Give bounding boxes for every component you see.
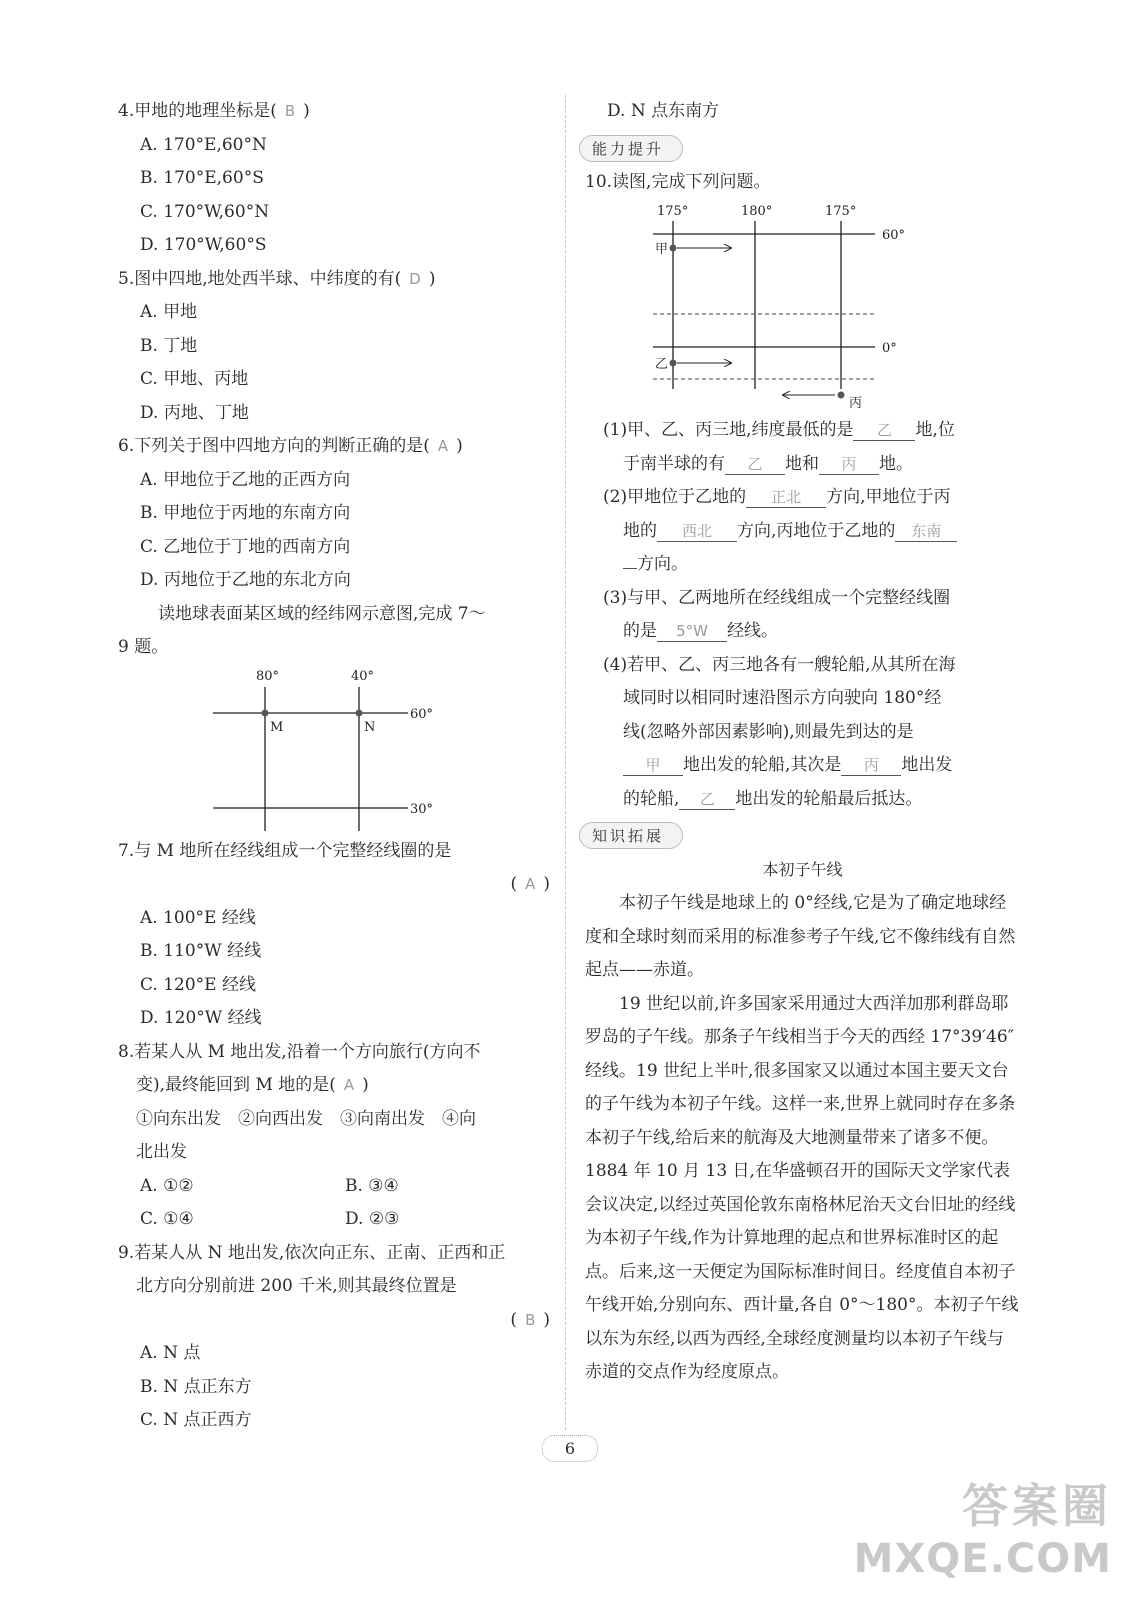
- q7-stem: 7.与 M 地所在经线组成一个完整经线圈的是: [118, 840, 452, 861]
- label-jia: 甲: [655, 242, 669, 257]
- q5-stem: 5.图中四地,地处西半球、中纬度的有( D ): [118, 268, 436, 289]
- label-lon-175-east: 175°: [825, 204, 857, 219]
- q10-4-line-5: 的轮船, 乙 地出发的轮船最后抵达。: [623, 788, 923, 809]
- label-yi: 乙: [655, 357, 669, 372]
- q10-3-blank: 5°W: [657, 621, 727, 642]
- intro-line-1: 读地球表面某区域的经纬网示意图,完成 7～: [158, 603, 486, 624]
- q10-1-line-2: 于南半球的有 乙 地和 丙 地。: [623, 453, 913, 474]
- q10-4-blank-1: 甲: [623, 755, 683, 776]
- q8-choices-1: ①向东出发 ②向西出发 ③向南出发 ④向: [136, 1108, 476, 1129]
- q10-1-line-1: (1)甲、乙、丙三地,纬度最低的是 乙 地,位: [603, 420, 955, 440]
- point-bing: [838, 392, 845, 399]
- q10-4-line-4: 甲 地出发的轮船,其次是 丙 地出发: [585, 749, 1020, 783]
- q9-option-b: B. N 点正东方: [140, 1376, 252, 1397]
- point-yi: [670, 360, 677, 367]
- point-jia: [670, 245, 677, 252]
- q4-stem: 4.甲地的地理坐标是( B ): [118, 101, 310, 121]
- q10-2-blank-3: 东南: [895, 521, 957, 542]
- label-lon-180: 180°: [741, 204, 773, 219]
- q10-4-blank-2: 丙: [841, 755, 901, 776]
- q6-option-a: A. 甲地位于乙地的正西方向: [140, 469, 351, 490]
- right-column: [585, 95, 1020, 1390]
- label-lon-80: 80°: [256, 668, 280, 684]
- q8-stem-2: 变),最终能回到 M 地的是( A ): [136, 1075, 369, 1095]
- q9-option-c: C. N 点正西方: [140, 1410, 252, 1430]
- q7-answer-line: ( A ): [510, 874, 550, 894]
- q4-option-a: A. 170°E,60°N: [140, 134, 267, 155]
- q8-option-b: B. ③④: [345, 1175, 399, 1196]
- q9-option-d: D. N 点东南方: [607, 101, 720, 121]
- q10-1-blank-2: 乙: [725, 454, 785, 475]
- q10-3-line-2: 的是 5°W 经线。: [623, 621, 778, 641]
- q5-answer: D: [409, 269, 421, 288]
- q10-2-blank-3-tail: [623, 568, 637, 569]
- q9-stem-1: 9.若某人从 N 地出发,依次向正东、正南、正西和正: [118, 1242, 506, 1263]
- q5-option-c: C. 甲地、丙地: [140, 369, 249, 389]
- q9-answer: B: [525, 1310, 536, 1329]
- q8-choices-2: 北出发: [136, 1142, 187, 1162]
- q9-answer-line: ( B ): [510, 1309, 550, 1330]
- label-bing: 丙: [849, 396, 863, 411]
- q6-option-c: C. 乙地位于丁地的西南方向: [140, 536, 351, 557]
- q10-1-blank-1: 乙: [853, 420, 915, 441]
- extension-paragraph-2: 19 世纪以前,许多国家采用通过大西洋加那利群岛耶罗岛的子午线。那条子午线相当于今天的西经 17°39′46″经线。19 世纪上半叶,很多国家又以通过本国主要天文台的子午线为本初子午线。这样一来,世界上就同时存在多条本初子午线,给后来的航海及大地测量带来了诸多不便。1884 年 10 月 13 日,在华盛顿召开的国际天文学家代表会议决定,以经过英国伦敦东南格林尼治天文台旧址的经线为本初子午线,作为计算地理的起点和世界标准时区的起点。后来,这一天便定为国际标准时间日。经度值自本初子午线开始,分别向东、西计量,各自 0°～180°。本初子午线以东为东经,以西为西经,全球经度测量均以本初子午线与赤道的交点作为经度原点。: [585, 993, 1019, 1382]
- q6-option-d: D. 丙地位于乙地的东北方向: [140, 570, 351, 590]
- extension-title: 本初子午线: [762, 860, 843, 879]
- graticule-figure-10: [585, 199, 1020, 414]
- q10-4-line-2: 域同时以相同时速沿图示方向驶向 180°经: [623, 688, 942, 708]
- q9-stem-2: 北方向分别前进 200 千米,则其最终位置是: [136, 1276, 457, 1296]
- q8-stem-1: 8.若某人从 M 地出发,沿着一个方向旅行(方向不: [118, 1041, 481, 1062]
- q4-option-b: B. 170°E,60°S: [140, 168, 264, 188]
- graticule-figure-mn: [118, 665, 550, 835]
- watermark-line-2: MXQE.COM: [853, 1536, 1112, 1582]
- q4-answer: B: [284, 102, 296, 120]
- q10-2-blank-1: 正北: [746, 487, 826, 508]
- q5-option-a: A. 甲地: [140, 302, 198, 322]
- page-number: 6: [0, 1435, 1140, 1462]
- q10-4-blank-3: 乙: [679, 789, 735, 810]
- q10-3-line-1: (3)与甲、乙两地所在经线组成一个完整经线圈: [603, 587, 951, 608]
- q8-options-row-2: [118, 1203, 550, 1237]
- q4-option-d: D. 170°W,60°S: [140, 235, 267, 255]
- section-badge-ability: 能力提升: [585, 129, 1020, 166]
- q6-option-b: B. 甲地位于丙地的东南方向: [140, 503, 351, 523]
- q8-answer: A: [343, 1076, 355, 1094]
- label-lon-40: 40°: [351, 668, 375, 684]
- q7-answer: A: [525, 875, 536, 893]
- q8-option-c: C. ①④: [140, 1209, 194, 1229]
- q8-option-d: D. ②③: [345, 1209, 400, 1229]
- label-n: N: [364, 719, 376, 735]
- q4-option-c: C. 170°W,60°N: [140, 201, 270, 222]
- q10-2-line-1: (2)甲地位于乙地的 正北 方向,甲地位于丙: [603, 487, 951, 507]
- point-n: [356, 709, 363, 716]
- q10-1-blank-3: 丙: [819, 454, 879, 475]
- q5-option-b: B. 丁地: [140, 335, 198, 356]
- label-lat-60: 60°: [882, 228, 906, 243]
- q7-option-c: C. 120°E 经线: [140, 974, 256, 995]
- q7-option-b: B. 110°W 经线: [140, 941, 262, 961]
- q10-2-line-2: 地的 西北 方向,丙地位于乙地的 东南: [585, 515, 1020, 549]
- section-badge-extension: 知识拓展: [585, 816, 1020, 853]
- left-column: [118, 95, 550, 1438]
- label-lat-0: 0°: [882, 341, 897, 356]
- q8-options-row-1: [118, 1170, 550, 1204]
- label-lat-60: 60°: [410, 706, 434, 722]
- q10-4-line-3: 线(忽略外部因素影响),则最先到达的是: [623, 721, 914, 742]
- q9-option-a: A. N 点: [140, 1343, 201, 1363]
- label-m: M: [270, 719, 284, 735]
- watermark-line-1: 答案圈: [962, 1479, 1112, 1533]
- label-lon-175-west: 175°: [657, 204, 689, 219]
- q10-2-line-3: 方向。: [585, 548, 1020, 582]
- q7-option-a: A. 100°E 经线: [140, 907, 256, 928]
- q10-4-line-1: (4)若甲、乙、丙三地各有一艘轮船,从其所在海: [603, 654, 956, 675]
- q6-stem: 6.下列关于图中四地方向的判断正确的是( A ): [118, 436, 463, 456]
- q7-option-d: D. 120°W 经线: [140, 1008, 262, 1028]
- q10-2-blank-2: 西北: [657, 521, 737, 542]
- point-m: [262, 709, 269, 716]
- q10-stem: 10.读图,完成下列问题。: [585, 171, 771, 192]
- intro-line-2: 9 题。: [118, 637, 169, 657]
- label-lat-30: 30°: [410, 801, 434, 817]
- q8-option-a: A. ①②: [140, 1175, 194, 1196]
- watermark: [854, 1470, 1112, 1582]
- q6-answer: A: [437, 437, 449, 455]
- q5-option-d: D. 丙地、丁地: [140, 402, 249, 423]
- extension-paragraph-1: 本初子午线是地球上的 0°经线,它是为了确定地球经度和全球时刻而采用的标准参考子午线,它不像纬线有自然起点——赤道。: [585, 893, 1016, 980]
- column-divider: [565, 95, 566, 1430]
